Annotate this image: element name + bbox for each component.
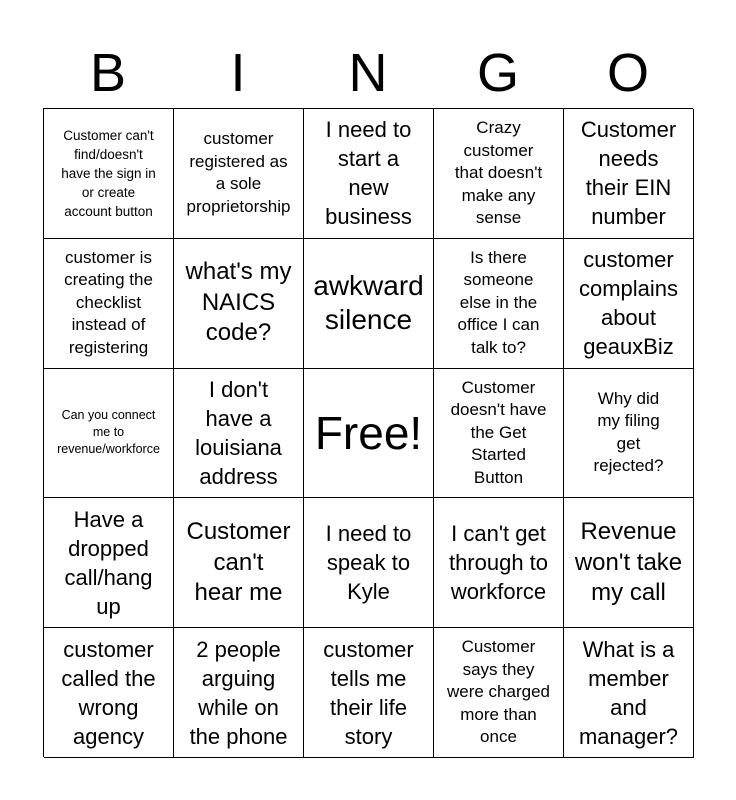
bingo-header [43,40,693,106]
bingo-cell[interactable] [304,109,434,239]
cell-text: Revenue won't take my call [574,518,683,607]
cell-text: I need to start a new business [325,117,412,230]
cell-text: I can't get through to workforce [448,521,549,605]
bingo-cell[interactable] [434,628,564,758]
cell-text: customer tells me their life story [323,636,414,749]
header-letter-g: G [476,43,519,103]
bingo-cell[interactable] [174,628,304,758]
bingo-cell[interactable] [44,628,174,758]
header-letter-n: N [348,43,388,103]
cell-text: Customer doesn't have the Get Started Button [450,377,547,487]
bingo-cell[interactable] [174,369,304,499]
cell-text: Customer needs their EIN number [580,117,677,230]
bingo-cell[interactable] [174,498,304,628]
cell-text: Is there someone else in the office I can talk to? [457,247,540,357]
bingo-cell[interactable] [174,239,304,369]
cell-text: Have a dropped call/hang up [64,506,153,619]
bingo-free-cell[interactable] [304,369,434,499]
cell-text: awkward silence [313,270,424,336]
cell-text: customer registered as a sole proprietorship [186,129,291,216]
cell-text: Customer says they were charged more than once [446,637,550,747]
bingo-cell[interactable] [304,628,434,758]
cell-text: Why did my filing get rejected? [593,388,664,476]
bingo-cell[interactable] [174,109,304,239]
bingo-cell[interactable] [434,369,564,499]
cell-text: I need to speak to Kyle [325,521,412,605]
cell-text: Customer can't find/doesn't have the sign in or create account button [61,127,156,219]
header-letter-o: O [606,43,649,103]
cell-text: Customer can't hear me [186,518,291,607]
bingo-cell[interactable] [304,498,434,628]
bingo-cell[interactable] [434,498,564,628]
bingo-cell[interactable] [564,628,694,758]
bingo-cell[interactable] [304,239,434,369]
header-letter-i: I [230,43,246,103]
cell-text: 2 people arguing while on the phone [189,636,288,749]
bingo-cell[interactable] [44,498,174,628]
bingo-cell[interactable] [564,109,694,239]
cell-text: Crazy customer that doesn't make any sense [454,118,543,228]
bingo-cell[interactable] [44,369,174,499]
free-space-text: Free! [314,406,423,459]
bingo-cell[interactable] [44,239,174,369]
cell-text: I don't have a louisiana address [195,376,282,489]
bingo-cell[interactable] [564,498,694,628]
bingo-cell[interactable] [434,109,564,239]
header-letter-b: B [89,43,127,103]
bingo-cell[interactable] [44,109,174,239]
bingo-cell[interactable] [434,239,564,369]
cell-text: What is a member and manager? [578,636,679,749]
bingo-cell[interactable] [564,239,694,369]
cell-text: customer complains about geauxBiz [578,247,679,360]
cell-text: customer called the wrong agency [61,636,156,749]
cell-text: Can you connect me to revenue/workforce [57,408,160,457]
bingo-cell[interactable] [564,369,694,499]
cell-text: what's my NAICS code? [185,258,292,347]
cell-text: customer is creating the checklist instead of registering [64,247,153,357]
bingo-card-grid [43,108,693,757]
